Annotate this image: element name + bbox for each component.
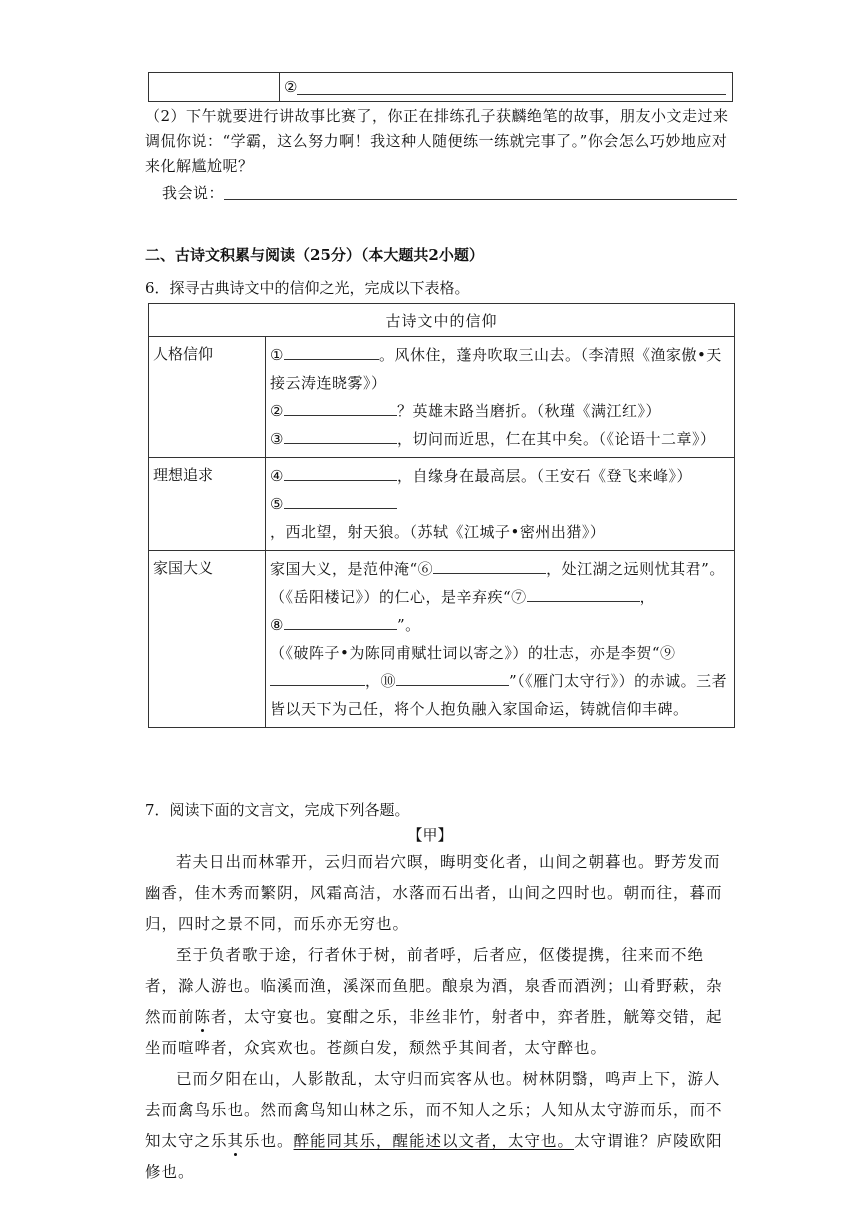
row-category: 人格信仰 [149,337,266,458]
passage-label: 【甲】 [407,826,453,844]
line-text: （《破阵子•为陈同甫赋壮词以寄之》）的壮志，亦是李贺“⑨ [270,644,676,662]
fill-blank[interactable] [284,464,397,481]
dotted-char: 其 [227,1132,245,1150]
underlined-sentence: 醉能同其乐，醒能述以文者，太守也。 [293,1132,575,1150]
poetry-table [148,303,735,728]
passage-text: 至于负者歌于途，行者休于树，前者呼，后者应，伛偻提携，往来而不绝者，滁人游也。临溪而渔，溪深而鱼肥。酿泉为酒，泉香而酒洌；山肴野蔌，杂然而前 [145,946,723,1026]
fill-blank[interactable] [284,613,397,630]
line-text: ，⑩ [365,672,397,690]
section-title: 二、古诗文积累与阅读（25分）（本大题共2小题） [145,246,484,264]
table-header: 古诗文中的信仰 [149,304,735,337]
circle-number: ② [284,78,298,96]
line-text: ，处江湖之远则忧其君”。 [546,560,725,578]
table-row [149,458,735,551]
line-text: ，切问而近思，仁在其中矣。（《论语十二章》） [396,430,716,448]
line-text: ，自缘身在最高层。（王安石《登飞来峰》） [396,467,692,485]
circle-number: ③ [270,430,284,448]
line-text: 。风休住，蓬舟吹取三山去。（李清照《渔家傲•天接云涛连晓雾》） [270,346,722,392]
passage-text: 者，太守宴也。宴酣之乐，非丝非竹，射者中，弈者胜，觥筹交错，起坐而喧哗者，众宾欢也。苍颜白发，颓然乎其间者，太守醉也。 [145,1008,723,1057]
line-text: ？英雄末路当磨折。（秋瑾《满江红》） [396,402,661,420]
fill-blank[interactable] [396,669,509,686]
passage-paragraph [145,940,735,1064]
circle-number: ⑧ [270,616,284,634]
dotted-char: 陈 [194,1008,212,1026]
circle-number: ② [270,402,284,420]
passage-paragraph [145,1064,735,1188]
fill-blank[interactable] [270,669,365,686]
line-text: ， [639,588,656,606]
line-text: ”。 [396,616,421,634]
passage-paragraph: 若夫日出而林霏开，云归而岩穴暝，晦明变化者，山间之朝暮也。野芳发而幽香，佳木秀而繁阴，风霜高洁，水落而石出者，山间之四时也。朝而往，暮而归，四时之景不同，而乐亦无穷也。 [145,853,723,933]
circle-number: ④ [270,467,284,485]
fill-blank[interactable] [527,585,640,602]
fill-blank[interactable] [433,557,546,574]
row-category: 理想追求 [149,458,266,551]
answer-label: 我会说： [162,184,225,202]
fill-blank[interactable] [284,492,397,509]
question-7-stem: 7．阅读下面的文言文，完成下列各题。 [145,801,410,819]
answer-line [162,181,737,206]
line-text: （《岳阳楼记》）的仁心，是辛弃疾“⑦ [270,588,527,606]
question-6-stem: 6．探寻古典诗文中的信仰之光，完成以下表格。 [145,279,470,297]
fill-blank[interactable] [284,343,379,360]
line-text: ，西北望，射天狼。（苏轼《江城子•密州出猎》） [270,523,606,541]
line-text: ”（《雁门太守行》）的赤诚。三者皆以天下为己任，将个人抱负融入家国命运，铸就信仰丰碑。 [270,672,728,718]
line-text: 家国大义，是范仲淹“⑥ [270,560,434,578]
fill-blank[interactable] [284,427,397,444]
question-5-2 [145,104,735,179]
circle-number: ⑤ [270,495,284,513]
passage-text: 已而夕阳在山，人影散乱，太守归而宾客从也。树林阴翳，鸣声上下，游人去而禽鸟乐也。然而禽鸟知山林之乐，而不知人之乐；人知从太守游而乐，而不知太守之乐 [145,1070,723,1150]
fill-blank[interactable] [284,399,397,416]
question-5-2-text: （2）下午就要进行讲故事比赛了，你正在排练孔子获麟绝笔的故事，朋友小文走过来调侃你说：“学霸，这么努力啊！我这种人随便练一练就完事了。”你会怎么巧妙地应对来化解尴尬呢？ [145,107,729,175]
table-row [149,551,735,728]
row-content [266,458,735,551]
answer-blank[interactable] [224,185,737,200]
passage-text: 乐也。 [244,1132,294,1150]
circle-number: ① [270,346,284,364]
table-cell-empty [149,73,280,101]
row-content [266,551,735,728]
table-row [149,337,735,458]
answer-blank[interactable] [297,80,726,95]
table-cell-answer [280,73,732,101]
row-category: 家国大义 [149,551,266,728]
passage-text: 太守谓谁？庐陵欧阳修也。 [145,1132,723,1181]
answer-table-fragment [148,72,733,102]
row-content [266,337,735,458]
classical-passage [145,847,735,1188]
